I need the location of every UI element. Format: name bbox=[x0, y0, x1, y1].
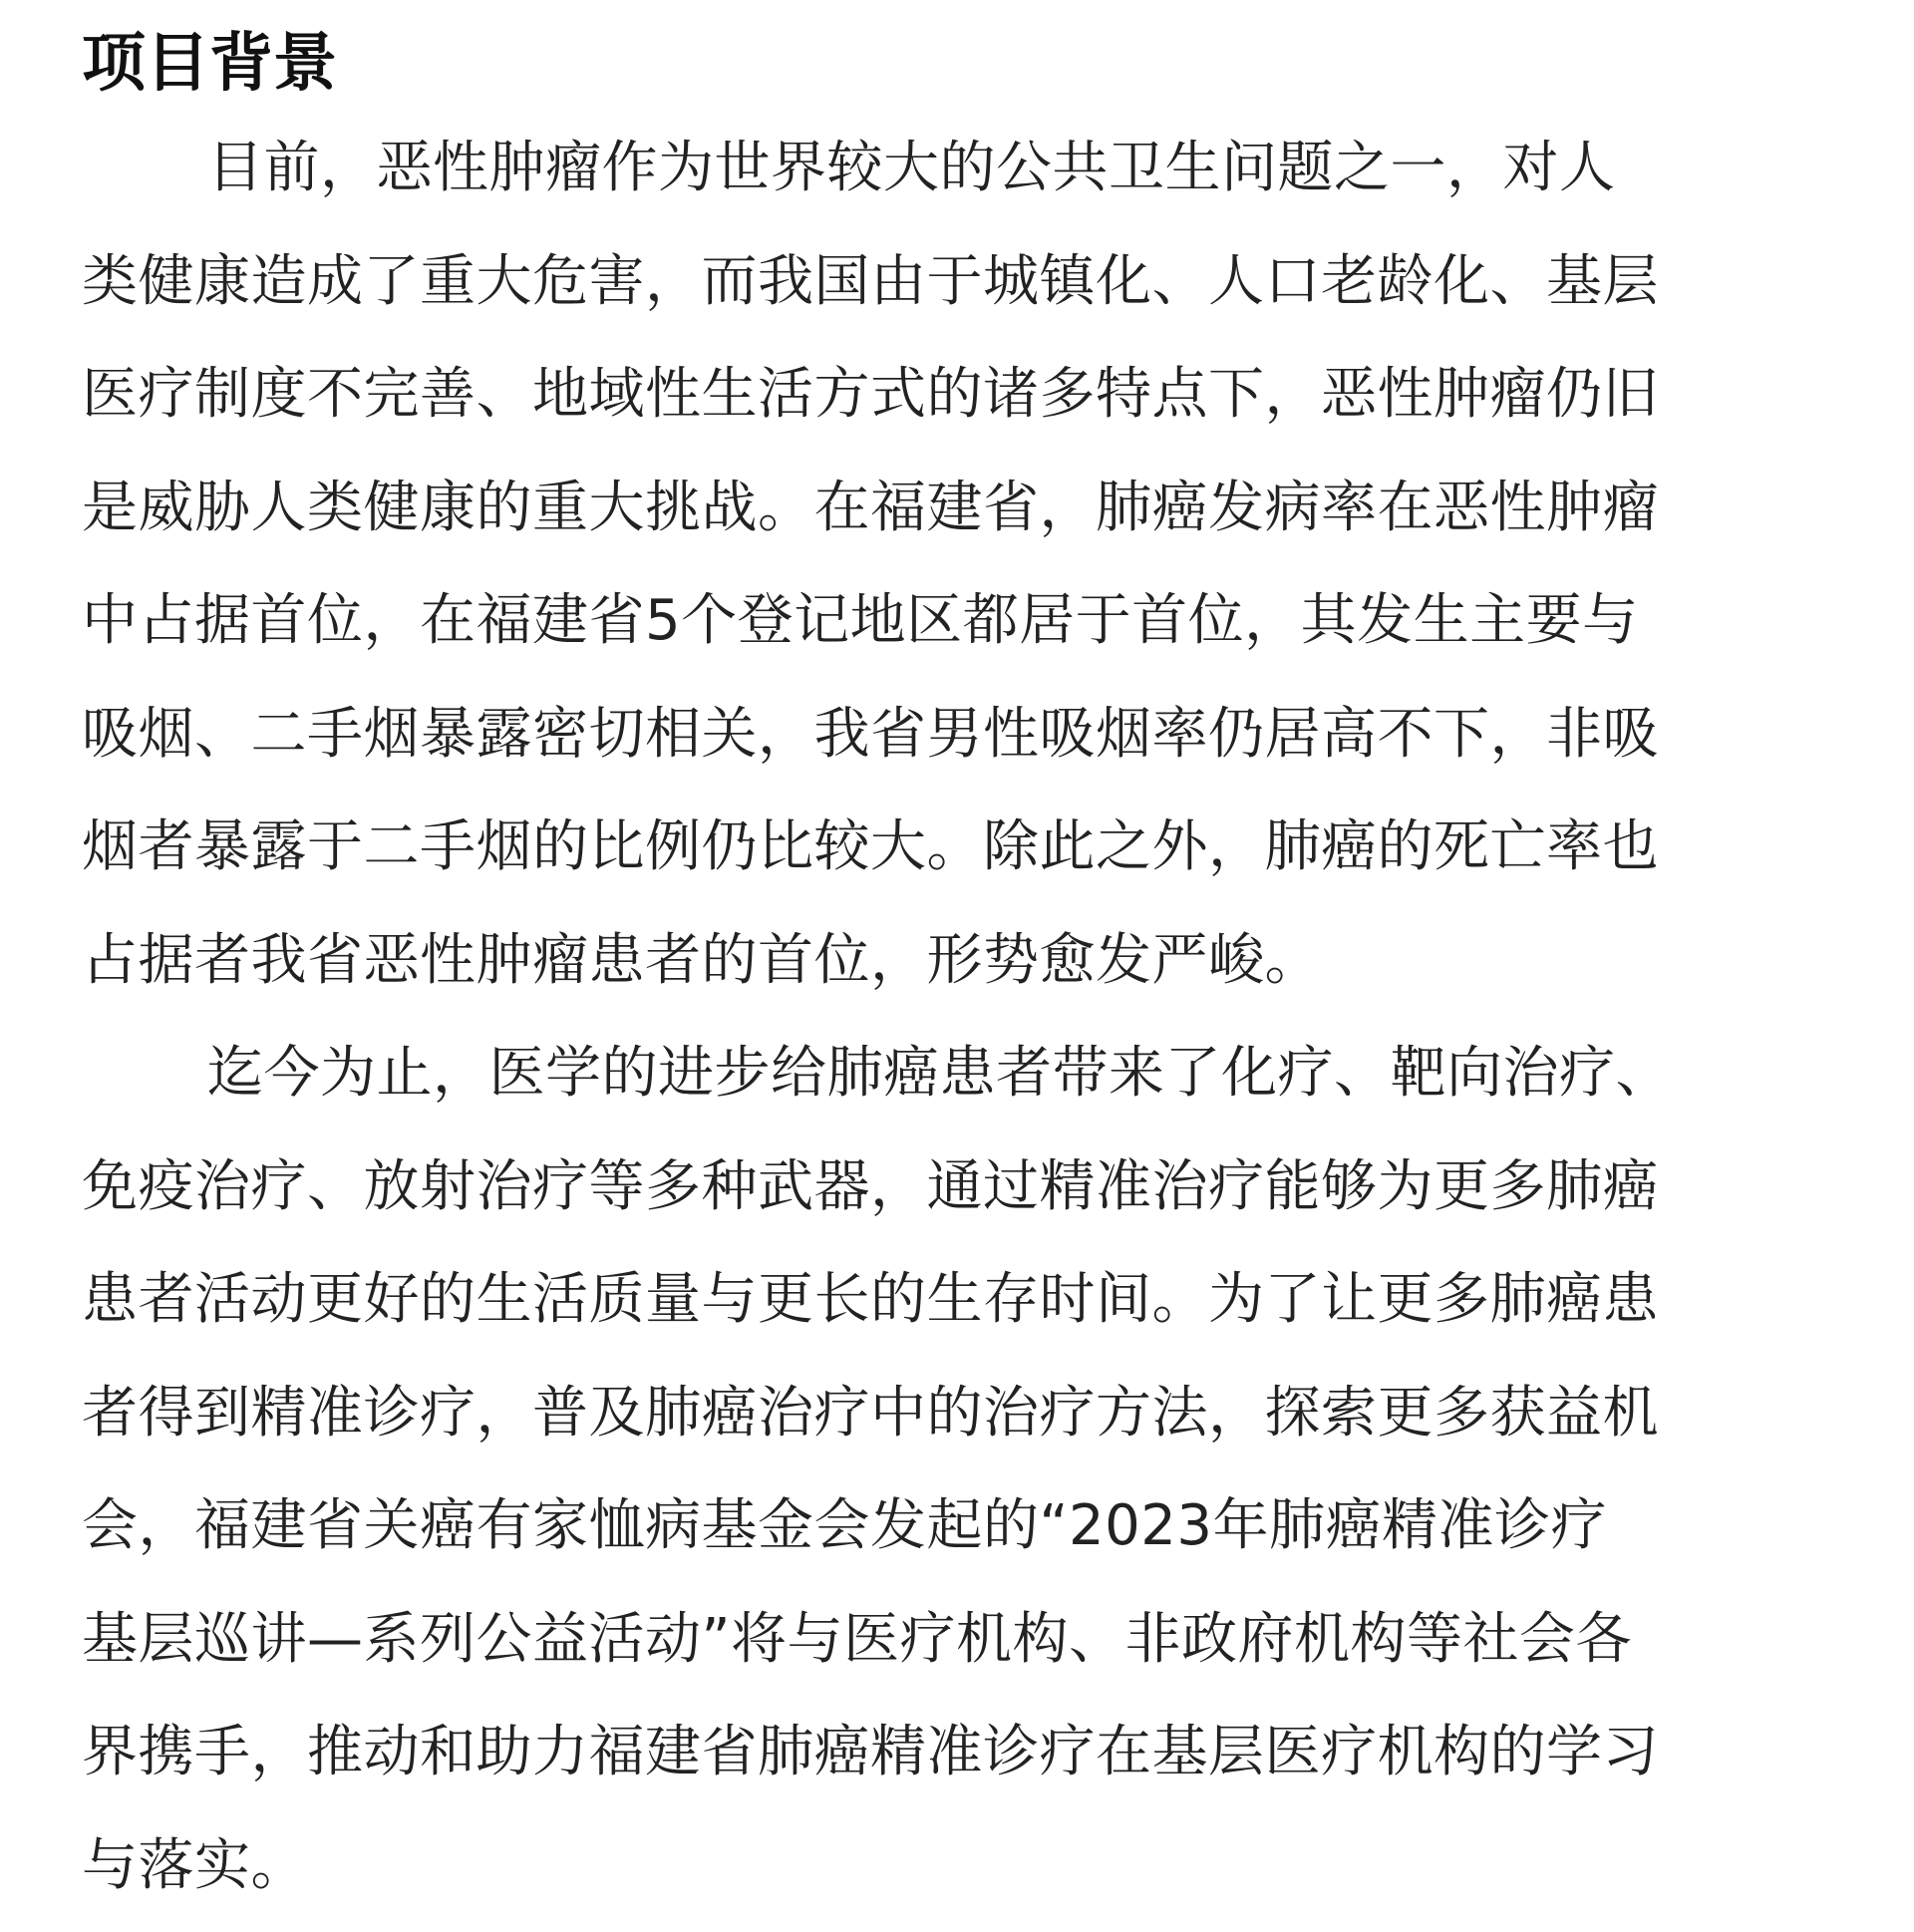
paragraph-line: 迄今为止，医学的进步给肺癌患者带来了化疗、靶向治疗、 bbox=[207, 1041, 1672, 1106]
paragraph-line: 烟者暴露于二手烟的比例仍比较大。除此之外，肺癌的死亡率也 bbox=[82, 814, 1659, 879]
paragraph-line: 与落实。 bbox=[82, 1832, 307, 1898]
paragraph-line: 中占据首位，在福建省5个登记地区都居于首位，其发生主要与 bbox=[82, 588, 1639, 653]
paragraph-line: 是威胁人类健康的重大挑战。在福建省，肺癌发病率在恶性肿瘤 bbox=[82, 475, 1659, 540]
article bbox=[82, 18, 1836, 1922]
paragraph-line: 免疫治疗、放射治疗等多种武器，通过精准治疗能够为更多肺癌 bbox=[82, 1153, 1659, 1219]
paragraph-line: 吸烟、二手烟暴露密切相关，我省男性吸烟率仍居高不下，非吸 bbox=[82, 701, 1659, 767]
paragraph-line: 基层巡讲—系列公益活动”将与医疗机构、非政府机构等社会各 bbox=[82, 1606, 1633, 1672]
paragraph-line: 目前，恶性肿瘤作为世界较大的公共卫生问题之一，对人 bbox=[207, 136, 1616, 200]
paragraph-line: 患者活动更好的生活质量与更长的生存时间。为了让更多肺癌患 bbox=[82, 1267, 1659, 1332]
paragraph-line: 类健康造成了重大危害，而我国由于城镇化、人口老龄化、基层 bbox=[82, 248, 1659, 314]
paragraph-1 bbox=[82, 112, 1836, 1017]
paragraph-line: 医疗制度不完善、地域性生活方式的诸多特点下，恶性肿瘤仍旧 bbox=[82, 362, 1659, 427]
section-title: 项目背景 bbox=[82, 27, 337, 101]
paragraph-line: 占据者我省恶性肿瘤患者的首位，形势愈发严峻。 bbox=[82, 927, 1321, 993]
paragraph-line: 界携手，推动和助力福建省肺癌精准诊疗在基层医疗机构的学习 bbox=[82, 1720, 1659, 1784]
paragraph-line: 者得到精准诊疗，普及肺癌治疗中的治疗方法，探索更多获益机 bbox=[82, 1380, 1659, 1446]
paragraph-2 bbox=[82, 1017, 1836, 1922]
paragraph-line: 会，福建省关癌有家恤病基金会发起的“2023年肺癌精准诊疗 bbox=[82, 1493, 1608, 1558]
